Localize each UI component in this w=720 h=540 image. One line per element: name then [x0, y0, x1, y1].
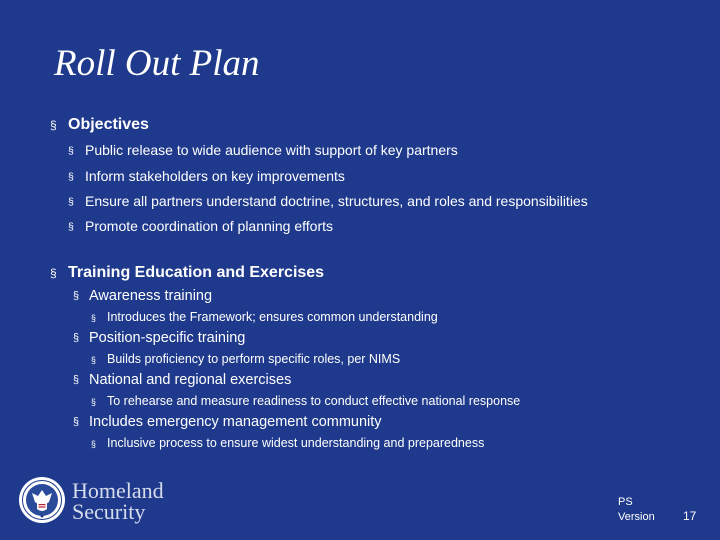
list-item-label: Public release to wide audience with support of key partners: [85, 142, 458, 158]
list-item: [73, 288, 212, 304]
footer-version-line1: PS: [618, 496, 633, 508]
list-item-label: Position-specific training: [89, 330, 246, 346]
bullet-icon: §: [68, 145, 74, 158]
bullet-icon: §: [68, 196, 74, 209]
footer-version-line2: Version: [618, 511, 655, 523]
bullet-icon: §: [73, 332, 80, 345]
section-heading-label: Objectives: [68, 116, 149, 133]
list-item-label: Inform stakeholders on key improvements: [85, 168, 345, 184]
bullet-icon: §: [73, 416, 80, 429]
bullet-icon: §: [50, 117, 57, 132]
sub-list-item-label: Introduces the Framework; ensures common understanding: [107, 310, 438, 324]
list-item: [68, 142, 458, 158]
sub-list-item-label: To rehearse and measure readiness to conduct effective national response: [107, 394, 521, 408]
list-item-label: Ensure all partners understand doctrine, structures, and roles and responsibilities: [85, 193, 588, 209]
bullet-icon: §: [91, 354, 96, 365]
list-item-label: National and regional exercises: [89, 372, 292, 388]
sub-list-item-label: Inclusive process to ensure widest understanding and preparedness: [107, 436, 485, 450]
sub-list-item: [91, 352, 400, 366]
sub-list-item: [91, 394, 520, 408]
list-item: [73, 414, 382, 430]
sub-list-item: [91, 310, 438, 324]
list-item: [73, 372, 291, 388]
page-number: 17: [683, 509, 697, 523]
list-item: [73, 330, 245, 346]
bullet-icon: §: [73, 290, 80, 303]
bullet-icon: §: [73, 374, 80, 387]
bullet-icon: §: [91, 312, 96, 323]
homeland-security-logo: [18, 476, 188, 528]
bullet-icon: §: [68, 221, 74, 234]
sub-list-item-label: Builds proficiency to perform specific roles, per NIMS: [107, 352, 401, 366]
footer-version: [618, 495, 655, 525]
section-heading-label: Training Education and Exercises: [68, 264, 325, 281]
slide-title: Roll Out Plan: [54, 43, 260, 84]
list-item-label: Promote coordination of planning efforts: [85, 218, 334, 234]
sub-list-item: [91, 436, 484, 450]
section-heading-objectives: [50, 116, 149, 134]
bullet-icon: §: [91, 438, 96, 449]
section-heading-training: [50, 264, 324, 282]
bullet-icon: §: [50, 265, 57, 280]
bullet-icon: §: [91, 396, 96, 407]
logo-line-security: Security: [72, 499, 146, 524]
list-item: [68, 218, 333, 234]
list-item-label: Includes emergency management community: [89, 414, 382, 430]
dhs-seal-icon: [18, 476, 66, 524]
bullet-icon: §: [68, 171, 74, 184]
list-item: [68, 168, 345, 184]
list-item: [68, 193, 588, 209]
logo-line-homeland: Homeland: [72, 478, 164, 503]
list-item-label: Awareness training: [89, 288, 213, 304]
